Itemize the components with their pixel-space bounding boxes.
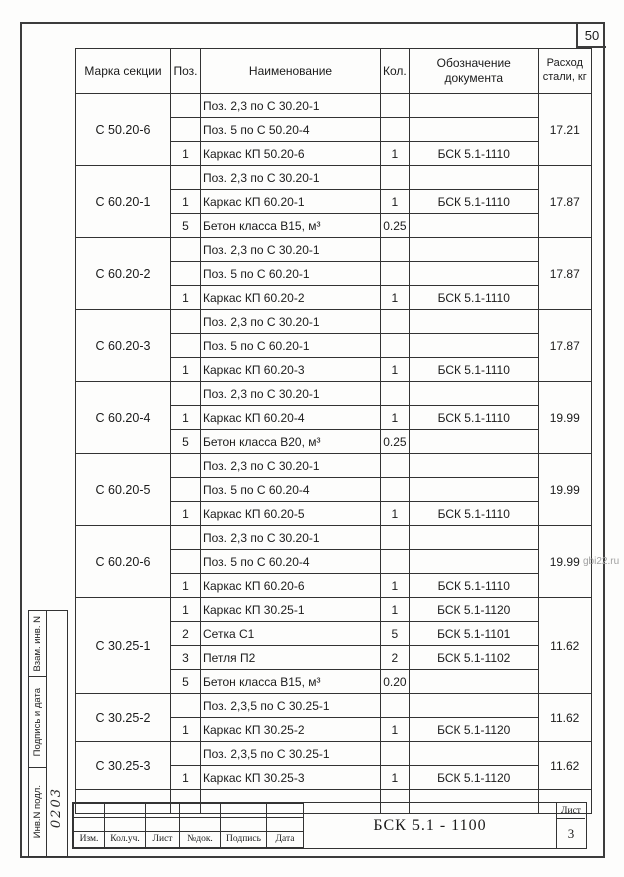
table-row: [76, 598, 592, 622]
page-number-box: [576, 24, 606, 48]
kol-cell: [381, 526, 410, 550]
doc-cell: [409, 550, 538, 574]
document-code: БСК 5.1 - 1100: [304, 803, 557, 848]
marka-cell: С 60.20-2: [76, 238, 171, 310]
table-row: [76, 694, 592, 718]
kol-cell: 1: [381, 190, 410, 214]
inv-podl-label: Инв.N подл.: [31, 785, 43, 839]
label-podpis: Подпись: [221, 831, 267, 847]
marka-cell: С 30.25-2: [76, 694, 171, 742]
table-row: [76, 166, 592, 190]
poz-cell: 1: [171, 286, 201, 310]
strip-cell-podpis: [28, 676, 47, 767]
doc-cell: [409, 238, 538, 262]
rashod-cell: 19.99: [538, 526, 591, 598]
doc-cell: БСК 5.1-1110: [409, 406, 538, 430]
poz-cell: 1: [171, 406, 201, 430]
sheet-number: 3: [567, 825, 575, 841]
watermark: gbi22.ru: [583, 556, 620, 567]
poz-cell: 1: [171, 598, 201, 622]
doc-cell: БСК 5.1-1110: [409, 190, 538, 214]
podpis-data-label: Подпись и дата: [31, 687, 43, 757]
name-cell: Поз. 2,3 по С 30.20-1: [201, 166, 381, 190]
poz-cell: 5: [171, 430, 201, 454]
name-cell: Петля П2: [201, 646, 381, 670]
doc-cell: [409, 526, 538, 550]
marka-cell: С 60.20-4: [76, 382, 171, 454]
poz-cell: 1: [171, 574, 201, 598]
header-marka: Марка секции: [76, 49, 171, 94]
header-oboznachenie: Обозначение документа: [409, 49, 538, 94]
poz-cell: [171, 550, 201, 574]
doc-cell: [409, 214, 538, 238]
table-row: [76, 238, 592, 262]
name-cell: Каркас КП 60.20-6: [201, 574, 381, 598]
poz-cell: [171, 238, 201, 262]
label-koluch: Кол.уч.: [105, 831, 146, 847]
table-row: [76, 526, 592, 550]
label-izm: Изм.: [74, 831, 105, 847]
name-cell: Поз. 5 по С 60.20-1: [201, 334, 381, 358]
doc-cell: [409, 262, 538, 286]
kol-cell: [381, 334, 410, 358]
rashod-cell: 17.87: [538, 310, 591, 382]
kol-cell: 2: [381, 646, 410, 670]
name-cell: Каркас КП 60.20-4: [201, 406, 381, 430]
kol-cell: 5: [381, 622, 410, 646]
rashod-cell: 11.62: [538, 742, 591, 790]
poz-cell: 1: [171, 766, 201, 790]
doc-cell: [409, 118, 538, 142]
header-poz: Поз.: [171, 49, 201, 94]
header-naimenovanie: Наименование: [201, 49, 381, 94]
poz-cell: 5: [171, 670, 201, 694]
doc-cell: [409, 94, 538, 118]
doc-cell: БСК 5.1-1110: [409, 358, 538, 382]
name-cell: Каркас КП 30.25-1: [201, 598, 381, 622]
rashod-cell: 11.62: [538, 598, 591, 694]
poz-cell: 5: [171, 214, 201, 238]
title-block: [72, 802, 587, 849]
marka-cell: С 50.20-6: [76, 94, 171, 166]
poz-cell: [171, 742, 201, 766]
spec-table-header: [76, 49, 592, 94]
label-ndok: №док.: [180, 831, 221, 847]
header-kol: Кол.: [381, 49, 410, 94]
doc-cell: [409, 670, 538, 694]
doc-cell: БСК 5.1-1110: [409, 286, 538, 310]
kol-cell: [381, 694, 410, 718]
label-data: Дата: [267, 831, 304, 847]
poz-cell: 1: [171, 358, 201, 382]
name-cell: Каркас КП 60.20-1: [201, 190, 381, 214]
marka-cell: С 60.20-5: [76, 454, 171, 526]
kol-cell: 1: [381, 718, 410, 742]
name-cell: Каркас КП 50.20-6: [201, 142, 381, 166]
rashod-cell: 19.99: [538, 382, 591, 454]
rashod-cell: 17.87: [538, 238, 591, 310]
poz-cell: [171, 118, 201, 142]
doc-cell: [409, 454, 538, 478]
strip-cell-vzam: [28, 610, 47, 676]
name-cell: Поз. 2,3 по С 30.20-1: [201, 310, 381, 334]
poz-cell: 1: [171, 142, 201, 166]
rashod-cell: 17.21: [538, 94, 591, 166]
revision-row-empty: [74, 804, 304, 818]
name-cell: Поз. 2,3 по С 30.20-1: [201, 94, 381, 118]
marka-cell: С 60.20-1: [76, 166, 171, 238]
vzam-inv-label: Взам. инв. N: [31, 615, 43, 672]
doc-cell: БСК 5.1-1110: [409, 574, 538, 598]
kol-cell: 1: [381, 574, 410, 598]
doc-cell: БСК 5.1-1110: [409, 502, 538, 526]
name-cell: Поз. 5 по С 60.20-4: [201, 550, 381, 574]
doc-cell: [409, 382, 538, 406]
kol-cell: 0.20: [381, 670, 410, 694]
poz-cell: 2: [171, 622, 201, 646]
frame-top-line: [20, 22, 605, 24]
poz-cell: [171, 166, 201, 190]
marka-cell: С 60.20-3: [76, 310, 171, 382]
sheet-box: [557, 803, 585, 848]
doc-cell: БСК 5.1-1120: [409, 598, 538, 622]
name-cell: Поз. 2,3 по С 30.20-1: [201, 526, 381, 550]
kol-cell: 0.25: [381, 430, 410, 454]
table-row: [76, 94, 592, 118]
kol-cell: 1: [381, 502, 410, 526]
name-cell: Бетон класса В15, м³: [201, 670, 381, 694]
inventory-number-cell: [47, 610, 68, 857]
poz-cell: [171, 334, 201, 358]
kol-cell: [381, 742, 410, 766]
rashod-cell: 11.62: [538, 694, 591, 742]
kol-cell: [381, 478, 410, 502]
poz-cell: [171, 382, 201, 406]
header-row: [76, 49, 592, 94]
doc-cell: БСК 5.1-1102: [409, 646, 538, 670]
poz-cell: 3: [171, 646, 201, 670]
kol-cell: [381, 550, 410, 574]
doc-cell: [409, 334, 538, 358]
table-row: [76, 742, 592, 766]
name-cell: Каркас КП 60.20-3: [201, 358, 381, 382]
doc-cell: БСК 5.1-1120: [409, 718, 538, 742]
name-cell: Поз. 2,3 по С 30.20-1: [201, 238, 381, 262]
marka-cell: С 30.25-3: [76, 742, 171, 790]
label-list: Лист: [146, 831, 180, 847]
name-cell: Бетон класса В20, м³: [201, 430, 381, 454]
name-cell: Поз. 2,3,5 по С 30.25-1: [201, 742, 381, 766]
side-strip-labels: [28, 610, 47, 857]
poz-cell: [171, 478, 201, 502]
sheet-label: Лист: [557, 803, 585, 819]
doc-cell: [409, 694, 538, 718]
doc-cell: БСК 5.1-1110: [409, 142, 538, 166]
doc-cell: БСК 5.1-1101: [409, 622, 538, 646]
kol-cell: [381, 238, 410, 262]
name-cell: Каркас КП 60.20-5: [201, 502, 381, 526]
header-rashod: Расход стали, кг: [538, 49, 591, 94]
name-cell: Поз. 5 по С 60.20-4: [201, 478, 381, 502]
name-cell: Бетон класса В15, м³: [201, 214, 381, 238]
table-row: [76, 382, 592, 406]
kol-cell: 1: [381, 766, 410, 790]
marka-cell: С 30.25-1: [76, 598, 171, 694]
doc-cell: [409, 310, 538, 334]
kol-cell: 1: [381, 142, 410, 166]
name-cell: Каркас КП 30.25-2: [201, 718, 381, 742]
doc-cell: [409, 166, 538, 190]
kol-cell: [381, 94, 410, 118]
spec-table: [75, 48, 592, 814]
kol-cell: [381, 310, 410, 334]
kol-cell: [381, 262, 410, 286]
doc-cell: [409, 742, 538, 766]
marka-cell: С 60.20-6: [76, 526, 171, 598]
frame-bottom-line: [20, 856, 605, 858]
name-cell: Поз. 5 по С 60.20-1: [201, 262, 381, 286]
inventory-number-handwritten: 0203: [49, 786, 65, 828]
title-block-revision-table: [73, 803, 304, 848]
kol-cell: 0.25: [381, 214, 410, 238]
poz-cell: [171, 454, 201, 478]
poz-cell: 1: [171, 502, 201, 526]
kol-cell: 1: [381, 358, 410, 382]
side-strip: [28, 610, 68, 857]
name-cell: Поз. 2,3,5 по С 30.25-1: [201, 694, 381, 718]
kol-cell: 1: [381, 598, 410, 622]
poz-cell: [171, 526, 201, 550]
doc-cell: БСК 5.1-1120: [409, 766, 538, 790]
rashod-cell: 19.99: [538, 454, 591, 526]
poz-cell: 1: [171, 718, 201, 742]
kol-cell: [381, 382, 410, 406]
table-row: [76, 310, 592, 334]
poz-cell: 1: [171, 190, 201, 214]
poz-cell: [171, 94, 201, 118]
frame-right-line: [603, 22, 605, 858]
kol-cell: 1: [381, 406, 410, 430]
revision-row-empty: [74, 818, 304, 831]
name-cell: Сетка С1: [201, 622, 381, 646]
strip-cell-inv: [28, 767, 47, 857]
poz-cell: [171, 310, 201, 334]
rashod-cell: 17.87: [538, 166, 591, 238]
kol-cell: [381, 454, 410, 478]
name-cell: Каркас КП 30.25-3: [201, 766, 381, 790]
doc-cell: [409, 430, 538, 454]
table-row: [76, 454, 592, 478]
name-cell: Поз. 2,3 по С 30.20-1: [201, 382, 381, 406]
poz-cell: [171, 262, 201, 286]
poz-cell: [171, 694, 201, 718]
page-number: 50: [584, 27, 600, 43]
doc-cell: [409, 478, 538, 502]
name-cell: Каркас КП 60.20-2: [201, 286, 381, 310]
kol-cell: [381, 118, 410, 142]
frame-left-line: [20, 22, 22, 858]
name-cell: Поз. 2,3 по С 30.20-1: [201, 454, 381, 478]
spec-table-body: [76, 94, 592, 814]
kol-cell: [381, 166, 410, 190]
name-cell: Поз. 5 по С 50.20-4: [201, 118, 381, 142]
kol-cell: 1: [381, 286, 410, 310]
revision-labels-row: [74, 831, 304, 847]
